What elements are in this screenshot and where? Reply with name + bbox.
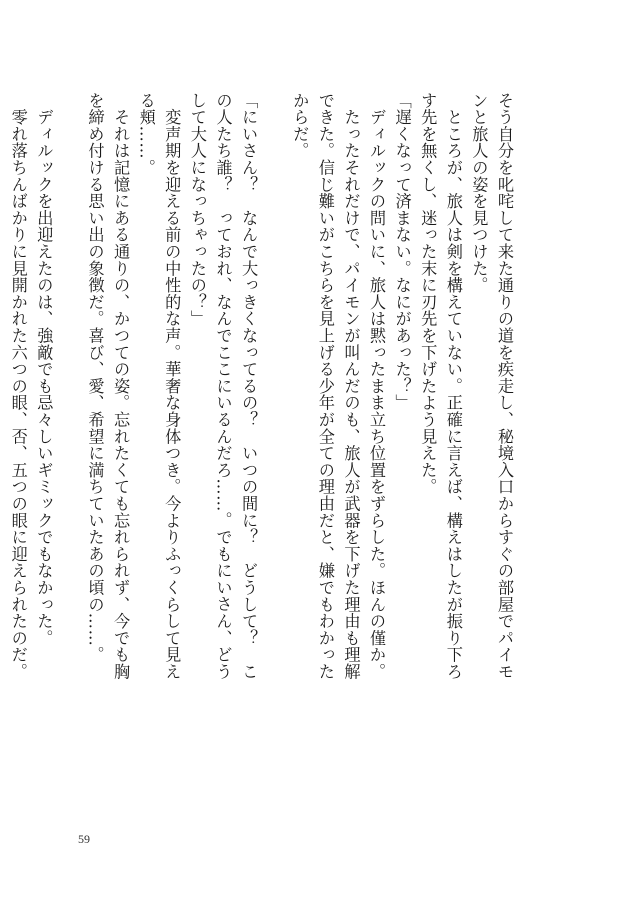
- paragraph: ディルックを出迎えたのは、強敵でも忌々しいギミックでもなかった。: [34, 92, 54, 647]
- paragraph: そう自分を叱咤して来た通りの道を疾走し、秘境入口からすぐの部屋でパイモンと旅人の姿を見つけた。: [469, 92, 514, 680]
- paragraph: ところが、旅人は剣を構えていない。正確に言えば、構えはしたが振り下ろす先を無くし、迷った末に刃先を下げたよう見えた。: [418, 92, 463, 680]
- paragraph: たったそれだけで、パイモンが叫んだのも、旅人が武器を下げた理由も理解できた。信じ難いがこちらを見上げる少年が全ての理由だと、嫌でもわかったからだ。: [290, 92, 361, 680]
- scene-break: [56, 92, 82, 692]
- dialogue-line: 「遅くなって済まない。なにがあった？」: [392, 92, 412, 412]
- paragraph: ディルックの問いに、旅人は黙ったまま立ち位置をずらした。ほんの僅か。: [367, 92, 387, 680]
- paragraph: 零れ落ちんばかりに見開かれた六つの眼、否、五つの眼に迎えられたのだ。: [8, 92, 28, 680]
- vertical-text-block: [8, 92, 517, 692]
- scene-break: [261, 92, 287, 692]
- paragraph: それは記憶にある通りの、かつての姿。忘れたくても忘れられず、今でも胸を締め付ける思い出の象徴だ。喜び、愛、希望に満ちていたあの頃の……。: [85, 92, 131, 680]
- paragraph: 変声期を迎える前の中性的な声。華奢な身体つき。今よりふっくらして見える頬……。: [136, 92, 182, 680]
- page-number: 59: [78, 832, 90, 846]
- dialogue-line: 「にいさん？ なんで大っきくなってるの？ いつの間に？ どうして？ この人たち誰？ っておれ、なんでここにいるんだろ……。でもにいさん、どうして大人になっちゃったの？」: [187, 92, 259, 680]
